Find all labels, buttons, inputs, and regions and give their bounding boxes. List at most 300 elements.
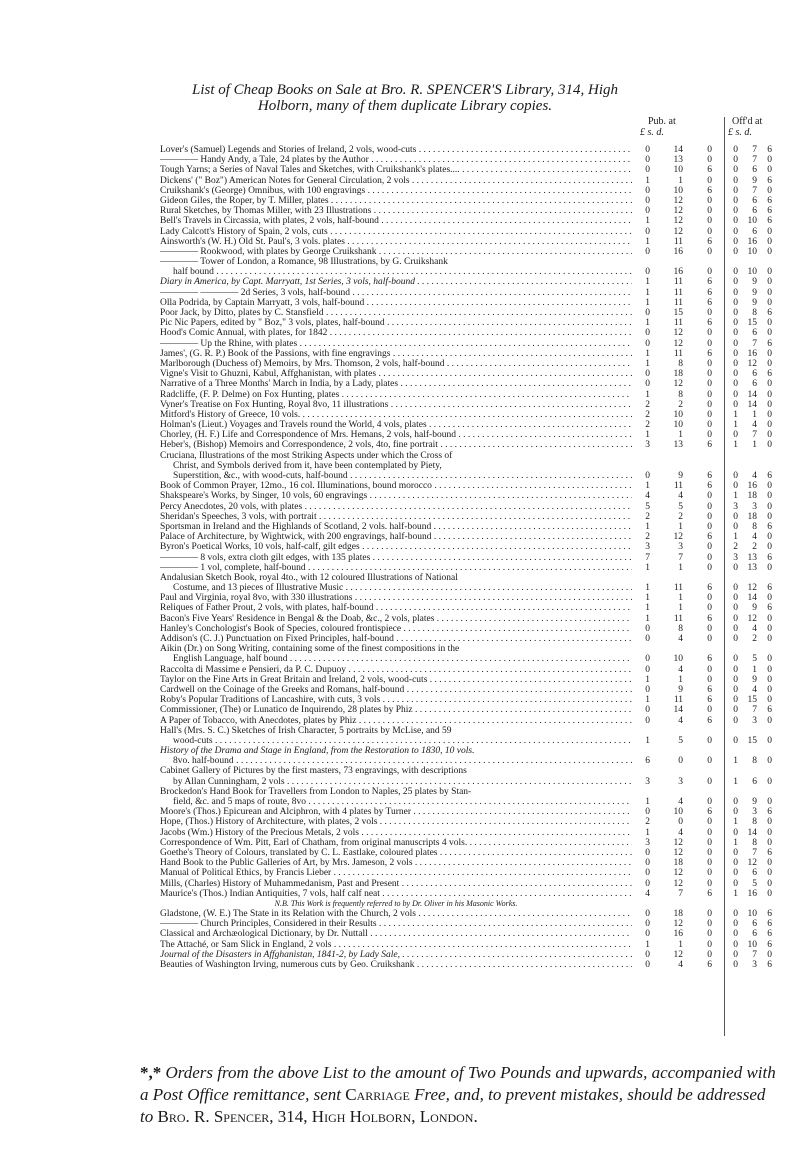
book-title: Gladstone, (W. E.) The State in its Relation with the Church, 2 vols . . . bbox=[160, 909, 632, 919]
book-title: Holman's (Lieut.) Voyages and Travels round the World, 4 vols, plates . . . bbox=[160, 420, 632, 430]
published-price: 0 12 0 bbox=[645, 868, 712, 879]
offered-price: 1 4 0 bbox=[733, 420, 772, 431]
book-entry bbox=[0, 919, 793, 929]
book-title: James', (G. R. P.) Book of the Passions, with fine engravings . . . bbox=[160, 349, 632, 359]
book-entry bbox=[0, 491, 793, 501]
book-entry bbox=[0, 716, 793, 726]
offered-price: 0 7 6 bbox=[733, 847, 772, 858]
offered-price: 0 6 0 bbox=[733, 328, 772, 339]
published-price: 2 2 0 bbox=[645, 399, 712, 410]
title-line-1: List of Cheap Books on Sale at Bro. R. SPENCER'S Library, 314, High bbox=[192, 82, 618, 98]
published-price: 0 9 6 bbox=[645, 471, 712, 481]
published-price: 1 1 0 bbox=[645, 674, 712, 685]
book-title: Superstition, &c., with wood-cuts, half-bound . . . bbox=[173, 471, 632, 481]
book-title: ———— 1 vol, complete, half-bound . . . bbox=[160, 563, 632, 573]
book-entry bbox=[0, 349, 793, 359]
offered-price: 0 9 0 bbox=[733, 277, 772, 288]
published-price: 1 1 0 bbox=[645, 562, 712, 573]
book-entry bbox=[0, 654, 793, 664]
offered-price: 0 9 0 bbox=[733, 287, 772, 298]
offered-price: 0 10 0 bbox=[733, 267, 772, 278]
offered-price: 0 7 6 bbox=[733, 145, 772, 155]
book-entry bbox=[0, 308, 793, 318]
book-entry bbox=[0, 614, 793, 624]
book-title: Manual of Political Ethics, by Francis Lieber . . . bbox=[160, 868, 632, 878]
book-entry bbox=[0, 288, 793, 298]
book-title: Gideon Giles, the Roper, by T. Miller, plates . . . bbox=[160, 196, 632, 206]
book-entry bbox=[0, 339, 793, 349]
book-title: Sheridan's Speeches, 3 vols, with portrait . . . bbox=[160, 512, 632, 522]
published-price: 0 18 0 bbox=[645, 369, 712, 380]
book-entry bbox=[0, 328, 793, 338]
published-price: 1 4 0 bbox=[645, 797, 712, 807]
offered-units: £ s. d. bbox=[728, 127, 752, 138]
book-entry bbox=[0, 563, 793, 573]
book-entry bbox=[0, 237, 793, 247]
book-entry bbox=[0, 502, 793, 512]
offered-price: 2 2 0 bbox=[733, 542, 772, 553]
offered-price: 0 13 0 bbox=[733, 562, 772, 573]
published-price: 0 16 0 bbox=[645, 267, 712, 278]
book-title: 8vo. half-bound . . . bbox=[173, 756, 632, 766]
offered-price: 3 3 0 bbox=[733, 501, 772, 512]
book-title: Christ, and Symbols derived from it, have been contemplated by Piety, bbox=[173, 460, 442, 471]
book-title: Lady Calcott's History of Spain, 2 vols, cuts . . . bbox=[160, 227, 632, 237]
published-price: 2 2 0 bbox=[645, 511, 712, 522]
book-title: Raccolta di Massime e Pensieri, da P. C. Dupuoy . . . bbox=[160, 665, 632, 675]
book-entry bbox=[0, 176, 793, 186]
book-title: Moore's (Thos.) Epicurean and Alciphron, with 4 plates by Turner . . . bbox=[160, 807, 632, 817]
published-price: 0 12 0 bbox=[645, 338, 712, 349]
book-title: Correspondence of Wm. Pitt, Earl of Chatham, from original manuscripts 4 vols. . . . bbox=[160, 838, 632, 848]
book-title: Addison's (C. J.) Punctuation on Fixed Principles, half-bound . . . bbox=[160, 634, 632, 644]
book-title: Mitford's History of Greece, 10 vols. . . . bbox=[160, 410, 632, 420]
book-entry bbox=[0, 247, 793, 257]
order-notice bbox=[140, 1062, 780, 1128]
published-price: 1 11 6 bbox=[645, 613, 712, 624]
book-title: by Allan Cunningham, 2 vols . . . bbox=[173, 777, 632, 787]
book-entry bbox=[0, 879, 793, 889]
book-entry bbox=[0, 155, 793, 165]
offered-price: 1 4 0 bbox=[733, 532, 772, 543]
book-entry bbox=[0, 838, 793, 848]
book-entry bbox=[0, 624, 793, 634]
book-entry bbox=[0, 695, 793, 705]
book-title: Narrative of a Three Months' March in India, by a Lady, plates . . . bbox=[160, 379, 632, 389]
published-price: 1 1 0 bbox=[645, 603, 712, 614]
book-title: English Language, half bound . . . bbox=[173, 654, 632, 664]
book-entry bbox=[0, 400, 793, 410]
book-entry bbox=[0, 726, 793, 736]
published-price: 0 10 6 bbox=[645, 165, 712, 176]
book-title: A Paper of Tobacco, with Anecdotes, plates by Phiz . . . bbox=[160, 716, 632, 726]
book-entry bbox=[0, 257, 793, 267]
offered-price: 0 9 0 bbox=[733, 797, 772, 807]
book-title: History of the Drama and Stage in England, from the Restoration to 1830, 10 vols. bbox=[160, 746, 475, 757]
book-title: N.B. This Work is frequently referred to by Dr. Oliver in his Masonic Works. bbox=[274, 898, 518, 908]
book-entry bbox=[0, 522, 793, 532]
book-title: Costume, and 13 pieces of Illustrative Music . . . bbox=[173, 583, 632, 593]
book-entry bbox=[0, 277, 793, 287]
book-title: half bound . . . bbox=[173, 267, 632, 277]
notice-text-2: Free, and, to prevent mistakes, should be addressed to bbox=[140, 1085, 766, 1126]
book-title: Hope, (Thos.) History of Architecture, with plates, 2 vols . . . bbox=[160, 817, 632, 827]
offered-price: 0 10 6 bbox=[733, 216, 772, 227]
published-price: 0 10 6 bbox=[645, 807, 712, 818]
book-title: Ainsworth's (W. H.) Old St. Paul's, 3 vols. plates . . . bbox=[160, 237, 632, 247]
book-entry bbox=[0, 593, 793, 603]
book-entry bbox=[0, 756, 793, 766]
published-price: 2 10 0 bbox=[645, 409, 712, 420]
book-entry bbox=[0, 675, 793, 685]
book-title: Olla Podrida, by Captain Marryatt, 3 vols, half-bound . . . bbox=[160, 298, 632, 308]
offered-price: 1 6 0 bbox=[733, 776, 772, 787]
book-entry bbox=[0, 471, 793, 481]
published-price: 1 11 6 bbox=[645, 236, 712, 247]
book-entry bbox=[0, 318, 793, 328]
offered-price: 0 7 6 bbox=[733, 338, 772, 349]
offered-price: 0 9 0 bbox=[733, 297, 772, 308]
offered-price: 0 6 6 bbox=[733, 919, 772, 930]
offered-price: 0 4 0 bbox=[733, 623, 772, 634]
offered-price: 3 13 6 bbox=[733, 552, 772, 563]
book-title: Cruikshank's (George) Omnibus, with 100 engravings . . . bbox=[160, 186, 632, 196]
book-entry bbox=[0, 451, 793, 461]
book-entry bbox=[0, 298, 793, 308]
published-price: 1 11 6 bbox=[645, 287, 712, 298]
book-title: ———— Rookwood, with plates by George Cruikshank . . . bbox=[160, 247, 632, 257]
published-price: 1 1 0 bbox=[645, 430, 712, 441]
book-title: Classical and Archæological Dictionary, by Dr. Nuttall . . . bbox=[160, 929, 632, 939]
notice-carriage: Carriage bbox=[345, 1085, 410, 1104]
book-title: Hanley's Conchologist's Book of Species, coloured frontispiece . . . bbox=[160, 624, 632, 634]
book-title: Mills, (Charles) History of Muhammedanism, Past and Present . . . bbox=[160, 879, 632, 889]
offered-price: 0 3 0 bbox=[733, 715, 772, 726]
book-title: Goethe's Theory of Colours, translated by C. L. Eastlake, coloured plates . . . bbox=[160, 848, 632, 858]
book-title: Hand Book to the Public Galleries of Art, by Mrs. Jameson, 2 vols . . . bbox=[160, 858, 632, 868]
published-price: 1 8 0 bbox=[645, 358, 712, 369]
published-price: 0 12 0 bbox=[645, 847, 712, 858]
book-entry bbox=[0, 481, 793, 491]
published-price: 0 12 0 bbox=[645, 379, 712, 390]
book-title: wood-cuts . . . bbox=[173, 736, 632, 746]
book-entry bbox=[0, 267, 793, 277]
book-entry bbox=[0, 858, 793, 868]
book-entry bbox=[0, 583, 793, 593]
book-entry bbox=[0, 634, 793, 644]
published-price: 0 10 6 bbox=[645, 185, 712, 196]
book-title: Cardwell on the Coinage of the Greeks and Romans, half-bound . . . bbox=[160, 685, 632, 695]
published-price: 1 1 0 bbox=[645, 175, 712, 186]
book-title: Percy Anecdotes, 20 vols, with plates . . . bbox=[160, 502, 632, 512]
offered-price: 0 8 6 bbox=[733, 521, 772, 532]
offered-price: 1 8 0 bbox=[733, 837, 772, 848]
offered-price: 0 6 6 bbox=[733, 206, 772, 217]
book-entry bbox=[0, 787, 793, 797]
offered-price: 0 7 0 bbox=[733, 185, 772, 196]
book-entry bbox=[0, 746, 793, 756]
book-title: Heber's, (Bishop) Memoirs and Correspondence, 2 vols, 4to, fine portrait . . . bbox=[160, 440, 632, 450]
offered-price: 1 8 0 bbox=[733, 756, 772, 767]
book-entry bbox=[0, 186, 793, 196]
book-title: Book of Common Prayer, 12mo., 16 col. Illuminations, bound morocco . . . bbox=[160, 481, 632, 491]
published-price-header: Pub. at bbox=[648, 116, 676, 127]
book-entry bbox=[0, 532, 793, 542]
offered-price: 0 16 0 bbox=[733, 348, 772, 359]
published-price: 1 4 0 bbox=[645, 827, 712, 838]
offered-price: 0 3 6 bbox=[733, 960, 772, 970]
published-price: 0 4 0 bbox=[645, 634, 712, 644]
book-entry bbox=[0, 909, 793, 919]
book-title: Vyner's Treatise on Fox Hunting, Royal 8vo, 11 illustrations . . . bbox=[160, 400, 632, 410]
book-entry bbox=[0, 828, 793, 838]
published-price: 0 16 0 bbox=[645, 246, 712, 257]
offered-price: 1 1 0 bbox=[733, 409, 772, 420]
book-title: Chorley, (H. F.) Life and Correspondence of Mrs. Hemans, 2 vols, half-bound . . . bbox=[160, 430, 632, 440]
offered-price: 0 6 0 bbox=[733, 379, 772, 390]
published-price: 1 1 0 bbox=[645, 521, 712, 532]
book-title: Journal of the Disasters in Affghanistan, 1841-2, by Lady Sale, . . . bbox=[160, 950, 632, 960]
book-title: Tough Yarns; a Series of Naval Tales and Sketches, with Cruikshank's plates.... . . . bbox=[160, 165, 632, 175]
book-title: Sportsman in Ireland and the Highlands of Scotland, 2 vols. half-bound . . . bbox=[160, 522, 632, 532]
offered-price: 0 8 6 bbox=[733, 308, 772, 318]
published-price: 0 12 0 bbox=[645, 919, 712, 930]
book-title: Taylor on the Fine Arts in Great Britain and Ireland, 2 vols, wood-cuts . . . bbox=[160, 675, 632, 685]
offered-price: 0 10 0 bbox=[733, 246, 772, 257]
published-price: 5 5 0 bbox=[645, 501, 712, 512]
book-title: Radcliffe, (F. P. Delme) on Fox Hunting, plates . . . bbox=[160, 390, 632, 400]
book-entry bbox=[0, 573, 793, 583]
published-price: 0 12 0 bbox=[645, 328, 712, 339]
book-entry bbox=[0, 797, 793, 807]
book-entry bbox=[0, 420, 793, 430]
offered-price: 0 6 6 bbox=[733, 195, 772, 206]
offered-price: 0 15 0 bbox=[733, 695, 772, 706]
book-title: Bell's Travels in Circassia, with plates, 2 vols, half-bound . . . bbox=[160, 216, 632, 226]
book-title: The Attaché, or Sam Slick in England, 2 vols . . . bbox=[160, 940, 632, 950]
published-price: 1 11 6 bbox=[645, 297, 712, 308]
book-title: ———— ———— 2d Series, 3 vols, half-bound . . . bbox=[160, 288, 632, 298]
published-price: 1 1 0 bbox=[645, 593, 712, 604]
published-price: 0 12 0 bbox=[645, 206, 712, 217]
book-title: Brockedon's Hand Book for Travellers from London to Naples, 25 plates by Stan- bbox=[160, 786, 472, 797]
published-price: 0 4 0 bbox=[645, 664, 712, 675]
published-price: 0 9 6 bbox=[645, 684, 712, 695]
book-entry bbox=[0, 145, 793, 155]
offered-price: 0 1 0 bbox=[733, 664, 772, 675]
offered-price: 0 9 6 bbox=[733, 603, 772, 614]
offered-price: 0 14 0 bbox=[733, 593, 772, 604]
published-price: 3 3 0 bbox=[645, 776, 712, 787]
book-entry bbox=[0, 512, 793, 522]
published-price: 0 12 0 bbox=[645, 949, 712, 960]
offered-price: 0 14 0 bbox=[733, 389, 772, 400]
published-price: 1 8 0 bbox=[645, 389, 712, 400]
book-title: Rural Sketches, by Thomas Miller, with 23 Illustrations . . . bbox=[160, 206, 632, 216]
offered-price: 0 7 0 bbox=[733, 949, 772, 960]
offered-price: 0 2 0 bbox=[733, 634, 772, 644]
published-price: 0 4 6 bbox=[645, 960, 712, 970]
published-price: 4 7 6 bbox=[645, 888, 712, 899]
book-entry bbox=[0, 196, 793, 206]
book-entry bbox=[0, 410, 793, 420]
book-entry bbox=[0, 950, 793, 960]
book-entry bbox=[0, 889, 793, 899]
book-entry bbox=[0, 868, 793, 878]
offered-price: 0 10 6 bbox=[733, 909, 772, 920]
book-entry bbox=[0, 430, 793, 440]
offered-price: 0 4 6 bbox=[733, 471, 772, 481]
book-entry bbox=[0, 685, 793, 695]
book-title: Paul and Virginia, royal 8vo, with 330 illustrations . . . bbox=[160, 593, 632, 603]
book-entry bbox=[0, 553, 793, 563]
book-entry bbox=[0, 379, 793, 389]
book-entry bbox=[0, 440, 793, 450]
offered-price: 1 16 0 bbox=[733, 888, 772, 899]
published-price: 1 5 0 bbox=[645, 735, 712, 746]
published-price: 0 15 0 bbox=[645, 308, 712, 318]
book-title: Commissioner, (The) or Lunatico de Inquirendo, 28 plates by Phiz . . . bbox=[160, 705, 632, 715]
published-price: 2 12 6 bbox=[645, 532, 712, 543]
offered-price: 0 16 0 bbox=[733, 481, 772, 492]
published-price: 1 11 6 bbox=[645, 348, 712, 359]
offered-price: 0 15 0 bbox=[733, 735, 772, 746]
book-entry bbox=[0, 705, 793, 715]
published-price: 0 14 0 bbox=[645, 145, 712, 155]
offered-price: 0 6 0 bbox=[733, 868, 772, 879]
book-title: Cabinet Gallery of Pictures by the first masters, 73 engravings, with descriptions bbox=[160, 766, 467, 777]
book-entry bbox=[0, 929, 793, 939]
book-title: Dickens' (" Boz") American Notes for General Circulation, 2 vols . . . bbox=[160, 176, 632, 186]
published-price: 1 11 6 bbox=[645, 277, 712, 288]
offered-price: 0 6 0 bbox=[733, 165, 772, 176]
published-price: 7 7 0 bbox=[645, 552, 712, 563]
offered-price: 0 10 6 bbox=[733, 939, 772, 950]
book-entry bbox=[0, 960, 793, 970]
offered-price: 0 18 0 bbox=[733, 511, 772, 522]
book-title: Jacobs (Wm.) History of the Precious Metals, 2 vols . . . bbox=[160, 828, 632, 838]
book-title: field, &c. and 5 maps of route, 8vo . . . bbox=[173, 797, 632, 807]
book-title: Hood's Comic Annual, with plates, for 1842 . . . bbox=[160, 328, 632, 338]
published-price: 0 12 0 bbox=[645, 195, 712, 206]
published-price: 0 18 0 bbox=[645, 858, 712, 869]
published-price: 2 0 0 bbox=[645, 817, 712, 828]
offered-price: 0 6 0 bbox=[733, 226, 772, 237]
published-price: 0 18 0 bbox=[645, 909, 712, 920]
book-entry bbox=[0, 807, 793, 817]
published-price: 1 11 6 bbox=[645, 695, 712, 706]
book-entry bbox=[0, 359, 793, 369]
book-title: Byron's Poetical Works, 10 vols, half-calf, gilt edges . . . bbox=[160, 542, 632, 552]
book-title: ———— Handy Andy, a Tale, 24 plates by the Author . . . bbox=[160, 155, 632, 165]
published-price: 0 12 0 bbox=[645, 878, 712, 889]
published-price: 1 11 6 bbox=[645, 583, 712, 594]
book-title: Lover's (Samuel) Legends and Stories of Ireland, 2 vols, wood-cuts . . . bbox=[160, 145, 632, 155]
offered-price: 0 5 0 bbox=[733, 654, 772, 665]
published-price: 1 11 6 bbox=[645, 481, 712, 492]
book-entry bbox=[0, 216, 793, 226]
book-entry bbox=[0, 206, 793, 216]
published-price: 6 0 0 bbox=[645, 756, 712, 767]
offered-price: 0 14 0 bbox=[733, 827, 772, 838]
published-price: 0 13 0 bbox=[645, 155, 712, 166]
published-price: 0 4 6 bbox=[645, 715, 712, 726]
published-price: 0 10 6 bbox=[645, 654, 712, 665]
book-title: Reliques of Father Prout, 2 vols, with plates, half-bound . . . bbox=[160, 603, 632, 613]
book-entry bbox=[0, 390, 793, 400]
notice-mark: *,* bbox=[140, 1063, 162, 1082]
published-price: 1 11 6 bbox=[645, 318, 712, 329]
book-title: ———— Church Principles, Considered in their Results . . . bbox=[160, 919, 632, 929]
book-title: Beauties of Washington Irving, numerous cuts by Geo. Cruikshank . . . bbox=[160, 960, 632, 970]
book-entry bbox=[0, 644, 793, 654]
published-price: 0 12 0 bbox=[645, 226, 712, 237]
book-title: Aikin (Dr.) on Song Writing, containing some of the finest compositions in the bbox=[160, 644, 460, 655]
book-title: Maurice's (Thos.) Indian Antiquities, 7 vols, half calf neat . . . bbox=[160, 889, 632, 899]
book-title: ———— Tower of London, a Romance, 98 Illustrations, by G. Cruikshank bbox=[160, 257, 448, 268]
offered-price-header: Off'd at bbox=[732, 116, 763, 127]
book-title: Roby's Popular Traditions of Lancashire, with cuts, 3 vols . . . bbox=[160, 695, 632, 705]
offered-price: 0 12 6 bbox=[733, 583, 772, 594]
notice-text-1: Orders from the above List to the amount of Two Pounds and upwards, accompanied with a Post Office remittance, sent bbox=[140, 1063, 776, 1104]
offered-price: 0 3 6 bbox=[733, 807, 772, 818]
offered-price: 0 12 0 bbox=[733, 858, 772, 869]
offered-price: 0 9 6 bbox=[733, 175, 772, 186]
book-title: Vigne's Visit to Ghuzni, Kabul, Affghanistan, with plates . . . bbox=[160, 369, 632, 379]
offered-price: 0 16 0 bbox=[733, 236, 772, 247]
book-title: Andalusian Sketch Book, royal 4to., with 12 coloured Illustrations of National bbox=[160, 572, 458, 583]
published-price: 0 16 0 bbox=[645, 929, 712, 940]
book-entry bbox=[0, 766, 793, 776]
book-title: ———— 8 vols, extra cloth gilt edges, with 135 plates . . . bbox=[160, 553, 632, 563]
book-entry bbox=[0, 369, 793, 379]
book-entry bbox=[0, 665, 793, 675]
title-line-2: Holborn, many of them duplicate Library copies. bbox=[257, 98, 553, 114]
published-price: 0 8 0 bbox=[645, 623, 712, 634]
book-entry bbox=[0, 817, 793, 827]
offered-price: 0 5 0 bbox=[733, 878, 772, 889]
book-title: Bacon's Five Years' Residence in Bengal & the Doab, &c., 2 vols, plates . . . bbox=[160, 614, 632, 624]
book-title: Pic Nic Papers, edited by " Boz," 3 vols, plates, half-bound . . . bbox=[160, 318, 632, 328]
published-price: 1 12 0 bbox=[645, 216, 712, 227]
offered-price: 0 9 0 bbox=[733, 674, 772, 685]
notice-address: Bro. R. Spencer, 314, High Holborn, London. bbox=[157, 1107, 478, 1126]
published-price: 3 12 0 bbox=[645, 837, 712, 848]
offered-price: 0 14 0 bbox=[733, 399, 772, 410]
book-entry bbox=[0, 848, 793, 858]
book-title: Palace of Architecture, by Wightwick, with 200 engravings, half-bound . . . bbox=[160, 532, 632, 542]
offered-price: 0 4 0 bbox=[733, 684, 772, 695]
page-title bbox=[110, 82, 700, 114]
published-price: 3 3 0 bbox=[645, 542, 712, 553]
book-title: Shakspeare's Works, by Singer, 10 vols, 60 engravings . . . bbox=[160, 491, 632, 501]
offered-price: 0 15 0 bbox=[733, 318, 772, 329]
book-entry bbox=[0, 227, 793, 237]
book-title: Cruciana, Illustrations of the most Striking Aspects under which the Cross of bbox=[160, 450, 453, 461]
book-entry bbox=[0, 736, 793, 746]
offered-price: 0 7 6 bbox=[733, 705, 772, 716]
published-price: 3 13 6 bbox=[645, 440, 712, 451]
book-title: Marlborough (Duchess of) Memoirs, by Mrs. Thomson, 2 vols, half-bound . . . bbox=[160, 359, 632, 369]
book-title: Diary in America, by Capt. Marryatt, 1st Series, 3 vols, half-bound . . . bbox=[160, 277, 632, 287]
list-note bbox=[0, 899, 793, 909]
offered-price: 0 7 0 bbox=[733, 155, 772, 166]
offered-price: 0 6 6 bbox=[733, 929, 772, 940]
book-entry bbox=[0, 777, 793, 787]
published-price: 0 14 0 bbox=[645, 705, 712, 716]
published-units: £ s. d. bbox=[640, 127, 664, 138]
offered-price: 0 12 0 bbox=[733, 613, 772, 624]
